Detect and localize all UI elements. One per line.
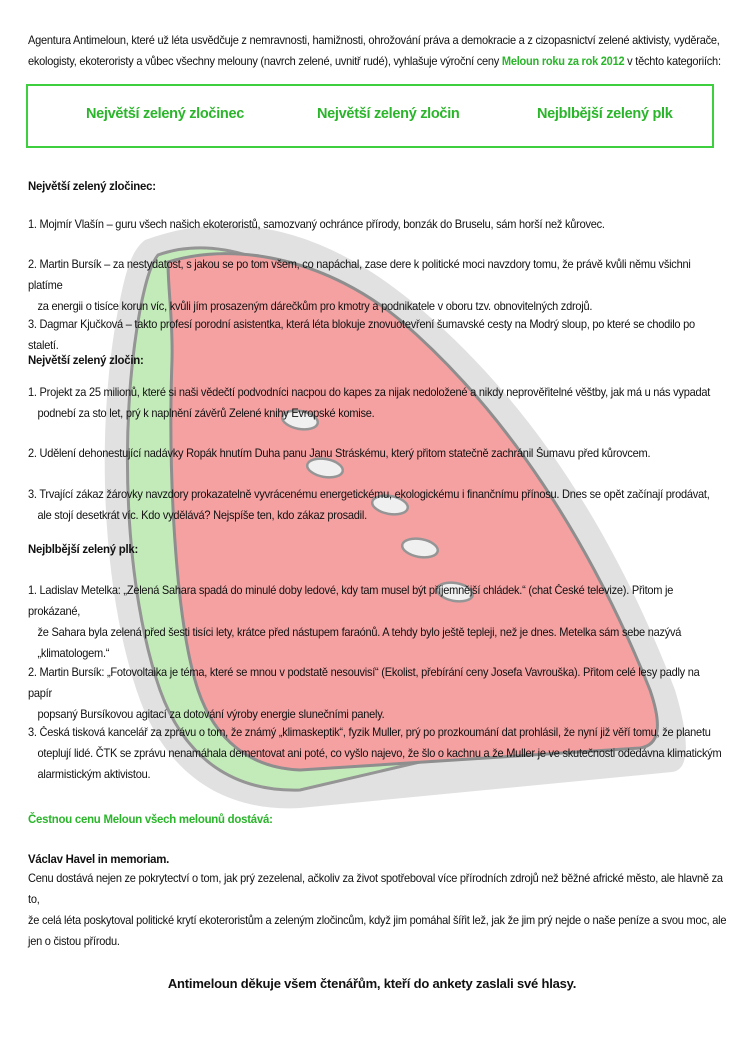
section-heading-criminal: Největší zelený zločinec: [28,179,156,193]
item-line: popsaný Bursíkovou agitací za dotování výroby energie slunečními panely. [37,708,385,721]
item-line: 1. Ladislav Metelka: „Zelená Sahara spadá do minulé doby ledové, kdy tam musel být příjemnější chládek.“ (chat České televize). Přitom je prokázané, [28,584,674,618]
list-item [28,443,722,464]
item-line: „klimatologem.“ [37,647,110,660]
honor-line: jen o čistou přírodu. [28,935,120,948]
item-line: že Sahara byla zelená před šesti tisíci lety, krátce před nástupem faraónů. A tehdy bylo ještě tepleji, než je dnes. Metelka sám sebe nazývá [37,626,682,639]
category-nonsense: Nejblbější zelený plk [537,106,673,122]
item-line: 2. Udělení dehonestující nadávky Ropák hnutím Duha panu Janu Stráskému, který přitom statečně zachránil Šumavu před kůrovcem. [28,447,651,460]
list-item [28,722,722,785]
item-line: 3. Trvající zákaz žárovky navzdory prokazatelně vyvrácenému energetickému, ekologickému i finančnímu přínosu. Dnes se opět začínají prodávat, [28,488,710,501]
item-line: podnebí za sto let, prý k naplnění závěrů Zelené knihy Evropské komise. [37,407,375,420]
item-line: za energii o tisíce korun víc, kvůli jím prosazeným dárečkům pro kmotry a podnikatele v oboru tzv. obnovitelných zdrojů. [37,300,593,313]
intro-line-2 [28,51,726,72]
item-line: oteplují lidé. ČTK se zprávu nenamáhala dementovat ani poté, co vyšlo najevo, že šlo o kachnu a že Muller je ve skutečnosti odedávna klimatickým [37,747,722,760]
category-crime: Největší zelený zločin [317,106,460,122]
honor-recipient: Václav Havel in memoriam. [28,852,170,866]
item-line: ale stojí desetkrát víc. Kdo vydělává? Nejspíše ten, kdo zákaz prosadil. [37,509,367,522]
list-item [28,484,722,526]
category-criminal: Největší zelený zločinec [86,106,245,122]
honor-line: že celá léta poskytoval politické krytí ekoteroristům a zeleným zločincům, když jim pomáhal šířit lež, jak že jim prý nejde o naše peníze a svou moc, ale [28,914,727,927]
item-line: 2. Martin Bursík – za nestydatost, s jakou se po tom všem, co napáchal, zase dere k politické moci navzdory tomu, že právě kvůli němu všichni platíme [28,258,691,292]
intro-line-1: Agentura Antimeloun, které už léta usvědčuje z nemravnosti, hamižnosti, ohrožování práva a demokracie a z cizopasnictví zelené aktivisty, vyděrače, [28,34,720,47]
item-line: alarmistickým aktivistou. [37,768,151,781]
item-line: 1. Mojmír Vlašín – guru všech našich ekoteroristů, samozvaný ochránce přírody, bonzák do Bruselu, sám horší než kůrovec. [28,218,605,231]
list-item [28,214,722,235]
closing-thanks: Antimeloun děkuje všem čtenářům, kteří do ankety zaslali své hlasy. [167,976,577,991]
award-name: Meloun roku za rok 2012 [501,55,625,68]
intro-paragraph [28,30,726,72]
honor-heading: Čestnou cenu Meloun všech melounů dostává: [28,812,273,826]
intro-line-2-end: v těchto kategoriích: [624,55,721,68]
item-line: 3. Dagmar Kjučková – takto profesí porodní asistentka, která léta blokuje znovuotevření šumavské cesty na Modrý sloup, po které se chodilo po staletí. [28,318,695,352]
item-line: 3. Česká tisková kancelář za zprávu o tom, že známý „klimaskeptik“, fyzik Muller, prý po prozkoumání dat prohlásil, že nyní již věří tomu, že planetu [28,726,711,739]
list-item [28,662,722,725]
section-heading-crime: Největší zelený zločin: [28,353,144,367]
list-item [28,382,722,424]
honor-description [28,868,726,952]
list-item [28,580,722,664]
item-line: 1. Projekt za 25 milionů, které si naši vědečtí podvodníci nacpou do kapes za nijak nedoložené a nikdy neprověřitelné věštby, jak má u nás vypadat [28,386,711,399]
categories-box [26,84,714,148]
list-item [28,254,722,317]
intro-line-2-start: ekologisty, ekoteroristy a vůbec všechny melouny (navrch zelené, uvnitř rudé), vyhlašuje výroční ceny [28,55,502,68]
section-heading-nonsense: Nejblbější zelený plk: [28,542,139,556]
honor-line: Cenu dostává nejen ze pokrytectví o tom, jak prý zezelenal, ačkoliv za život spotřeboval více přírodních zdrojů než běžné africké město, ale hlavně za to, [28,872,723,906]
item-line: 2. Martin Bursík: „Fotovoltaika je téma, které se mnou v podstatě nesouvisí“ (Ekolist, přebírání ceny Josefa Vavrouška). Přitom celé lesy padly na papír [28,666,700,700]
